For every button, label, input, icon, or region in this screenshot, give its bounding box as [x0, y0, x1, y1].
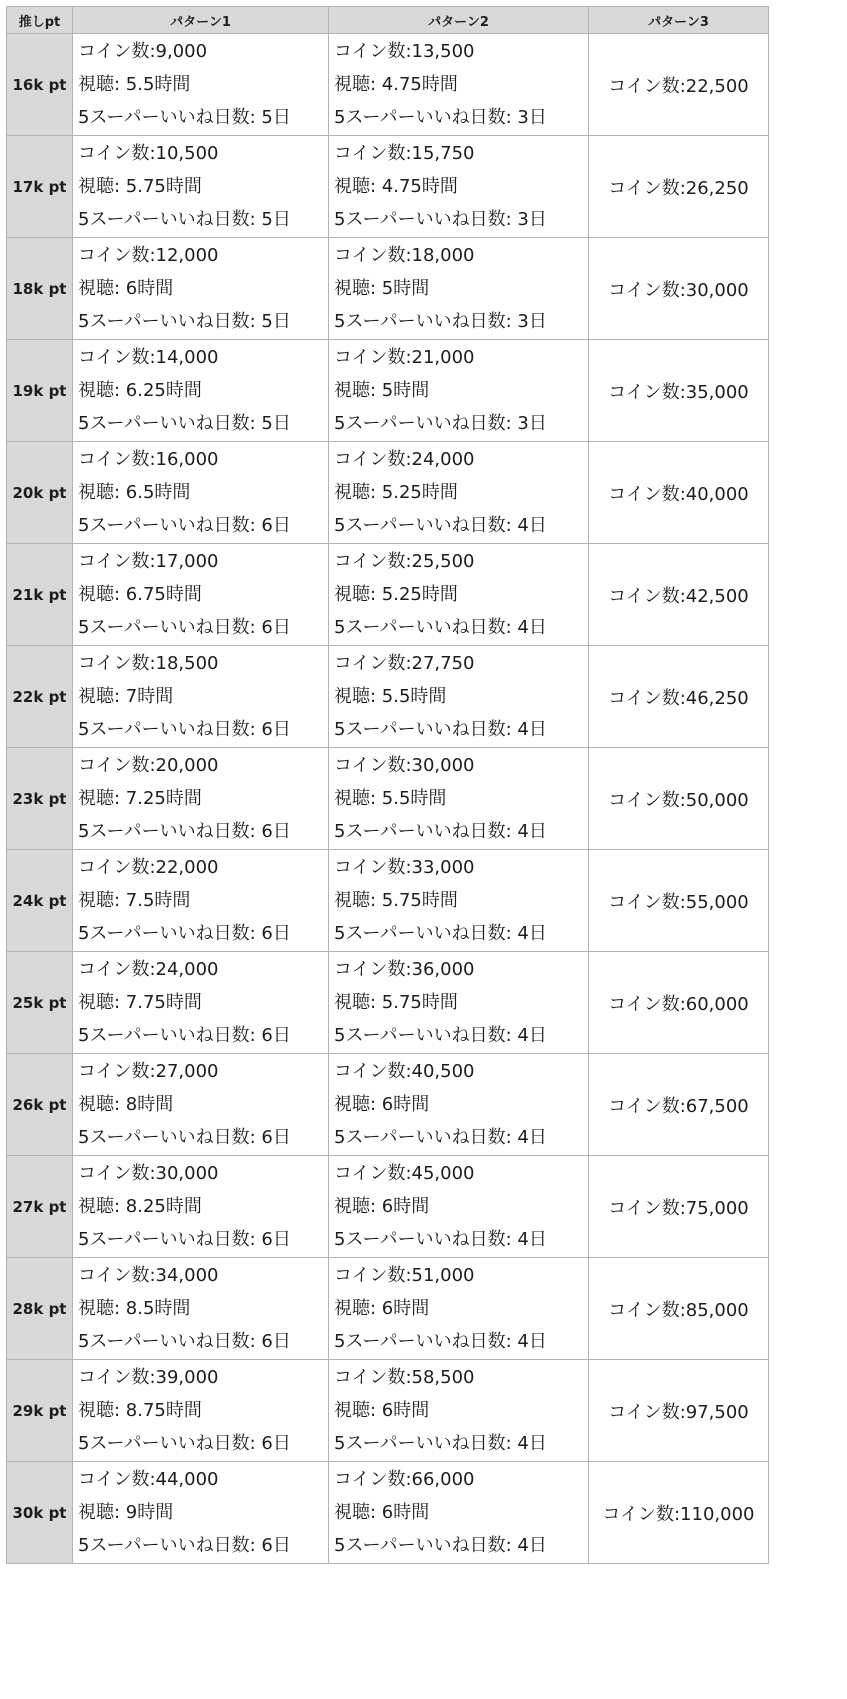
oshi-pt-cell: 30k pt [7, 1462, 73, 1564]
pattern-2-cell [329, 1258, 589, 1360]
super-like-days-text: 5スーパーいいね日数: 6日 [78, 515, 291, 536]
super-like-days-text: 5スーパーいいね日数: 5日 [78, 413, 291, 434]
pattern-3-cell: コイン数:35,000 [589, 340, 769, 442]
coin-count-text: コイン数:16,000 [78, 449, 219, 470]
table-row [7, 850, 769, 952]
pattern-1-cell [73, 34, 329, 136]
viewing-time-text: 視聴: 7.25時間 [78, 788, 202, 809]
table-row [7, 952, 769, 1054]
viewing-time-text: 視聴: 8.75時間 [78, 1400, 202, 1421]
coin-count-text: コイン数:58,500 [334, 1367, 475, 1388]
coin-count-text: コイン数:17,000 [78, 551, 219, 572]
viewing-time-text: 視聴: 5.25時間 [334, 482, 458, 503]
coin-count-text: コイン数:34,000 [78, 1265, 219, 1286]
pattern-3-cell: コイン数:42,500 [589, 544, 769, 646]
pattern-1-cell [73, 1462, 329, 1564]
super-like-days-text: 5スーパーいいね日数: 4日 [334, 1535, 547, 1556]
pattern-3-cell: コイン数:97,500 [589, 1360, 769, 1462]
pattern-3-cell: コイン数:110,000 [589, 1462, 769, 1564]
coin-count-text: コイン数:24,000 [334, 449, 475, 470]
coin-count-text: コイン数:30,000 [334, 755, 475, 776]
viewing-time-text: 視聴: 4.75時間 [334, 74, 458, 95]
pattern-2-cell [329, 340, 589, 442]
viewing-time-text: 視聴: 5時間 [334, 380, 430, 401]
table-row [7, 748, 769, 850]
coin-count-text: コイン数:15,750 [334, 143, 475, 164]
viewing-time-text: 視聴: 6時間 [334, 1094, 430, 1115]
pattern-3-cell: コイン数:55,000 [589, 850, 769, 952]
viewing-time-text: 視聴: 5.75時間 [334, 890, 458, 911]
super-like-days-text: 5スーパーいいね日数: 6日 [78, 1229, 291, 1250]
header-pattern-2: パターン2 [329, 7, 589, 34]
super-like-days-text: 5スーパーいいね日数: 5日 [78, 107, 291, 128]
viewing-time-text: 視聴: 5.5時間 [78, 74, 191, 95]
header-oshi-pt: 推しpt [7, 7, 73, 34]
coin-count-text: コイン数:27,000 [78, 1061, 219, 1082]
super-like-days-text: 5スーパーいいね日数: 3日 [334, 107, 547, 128]
oshi-pt-cell: 20k pt [7, 442, 73, 544]
pattern-1-cell [73, 646, 329, 748]
oshi-pt-cell: 17k pt [7, 136, 73, 238]
pattern-3-cell: コイン数:50,000 [589, 748, 769, 850]
coin-count-text: コイン数:36,000 [334, 959, 475, 980]
pattern-2-cell [329, 544, 589, 646]
coin-count-text: コイン数:27,750 [334, 653, 475, 674]
coin-count-text: コイン数:12,000 [78, 245, 219, 266]
coin-count-text: コイン数:13,500 [334, 41, 475, 62]
pattern-2-cell [329, 748, 589, 850]
coin-count-text: コイン数:9,000 [78, 41, 208, 62]
pattern-2-cell [329, 850, 589, 952]
table-row [7, 1156, 769, 1258]
super-like-days-text: 5スーパーいいね日数: 3日 [334, 209, 547, 230]
pattern-1-cell [73, 238, 329, 340]
oshi-pt-cell: 27k pt [7, 1156, 73, 1258]
coin-count-text: コイン数:33,000 [334, 857, 475, 878]
super-like-days-text: 5スーパーいいね日数: 4日 [334, 1127, 547, 1148]
pattern-1-cell [73, 544, 329, 646]
super-like-days-text: 5スーパーいいね日数: 3日 [334, 413, 547, 434]
super-like-days-text: 5スーパーいいね日数: 6日 [78, 1127, 291, 1148]
oshi-pt-cell: 23k pt [7, 748, 73, 850]
oshi-pt-cell: 19k pt [7, 340, 73, 442]
coin-count-text: コイン数:22,000 [78, 857, 219, 878]
pattern-1-cell [73, 1156, 329, 1258]
table-row [7, 1054, 769, 1156]
pattern-2-cell [329, 442, 589, 544]
viewing-time-text: 視聴: 8時間 [78, 1094, 174, 1115]
coin-count-text: コイン数:25,500 [334, 551, 475, 572]
pattern-3-cell: コイン数:67,500 [589, 1054, 769, 1156]
pattern-2-cell [329, 136, 589, 238]
table-row [7, 34, 769, 136]
pattern-3-cell: コイン数:85,000 [589, 1258, 769, 1360]
viewing-time-text: 視聴: 4.75時間 [334, 176, 458, 197]
pattern-1-cell [73, 850, 329, 952]
table-row [7, 1258, 769, 1360]
viewing-time-text: 視聴: 5.75時間 [334, 992, 458, 1013]
viewing-time-text: 視聴: 8.5時間 [78, 1298, 191, 1319]
pattern-1-cell [73, 1258, 329, 1360]
viewing-time-text: 視聴: 6時間 [334, 1298, 430, 1319]
coin-count-text: コイン数:39,000 [78, 1367, 219, 1388]
super-like-days-text: 5スーパーいいね日数: 4日 [334, 1331, 547, 1352]
super-like-days-text: 5スーパーいいね日数: 4日 [334, 821, 547, 842]
pattern-2-cell [329, 1462, 589, 1564]
oshi-pt-cell: 22k pt [7, 646, 73, 748]
coin-count-text: コイン数:51,000 [334, 1265, 475, 1286]
super-like-days-text: 5スーパーいいね日数: 6日 [78, 821, 291, 842]
super-like-days-text: 5スーパーいいね日数: 6日 [78, 923, 291, 944]
coin-count-text: コイン数:20,000 [78, 755, 219, 776]
pattern-2-cell [329, 1360, 589, 1462]
super-like-days-text: 5スーパーいいね日数: 5日 [78, 209, 291, 230]
super-like-days-text: 5スーパーいいね日数: 5日 [78, 311, 291, 332]
pattern-2-cell [329, 1054, 589, 1156]
table-row [7, 646, 769, 748]
viewing-time-text: 視聴: 5.75時間 [78, 176, 202, 197]
pattern-3-cell: コイン数:60,000 [589, 952, 769, 1054]
table-row [7, 1462, 769, 1564]
super-like-days-text: 5スーパーいいね日数: 6日 [78, 1331, 291, 1352]
super-like-days-text: 5スーパーいいね日数: 4日 [334, 1025, 547, 1046]
super-like-days-text: 5スーパーいいね日数: 4日 [334, 515, 547, 536]
super-like-days-text: 5スーパーいいね日数: 4日 [334, 719, 547, 740]
coin-count-text: コイン数:18,000 [334, 245, 475, 266]
viewing-time-text: 視聴: 5時間 [334, 278, 430, 299]
pattern-1-cell [73, 1054, 329, 1156]
viewing-time-text: 視聴: 6時間 [334, 1502, 430, 1523]
coin-count-text: コイン数:14,000 [78, 347, 219, 368]
coin-count-text: コイン数:18,500 [78, 653, 219, 674]
coin-count-text: コイン数:24,000 [78, 959, 219, 980]
table-row [7, 136, 769, 238]
viewing-time-text: 視聴: 5.5時間 [334, 686, 447, 707]
coin-count-text: コイン数:10,500 [78, 143, 219, 164]
oshi-pt-cell: 16k pt [7, 34, 73, 136]
coin-count-text: コイン数:30,000 [78, 1163, 219, 1184]
coin-count-text: コイン数:45,000 [334, 1163, 475, 1184]
header-pattern-1: パターン1 [73, 7, 329, 34]
pattern-3-cell: コイン数:22,500 [589, 34, 769, 136]
header-row [7, 7, 769, 34]
oshi-pt-cell: 28k pt [7, 1258, 73, 1360]
pattern-3-cell: コイン数:46,250 [589, 646, 769, 748]
coin-count-text: コイン数:40,500 [334, 1061, 475, 1082]
super-like-days-text: 5スーパーいいね日数: 4日 [334, 1433, 547, 1454]
oshi-pt-cell: 24k pt [7, 850, 73, 952]
viewing-time-text: 視聴: 5.25時間 [334, 584, 458, 605]
coin-count-text: コイン数:21,000 [334, 347, 475, 368]
pattern-1-cell [73, 1360, 329, 1462]
super-like-days-text: 5スーパーいいね日数: 6日 [78, 1025, 291, 1046]
table-row [7, 340, 769, 442]
header-pattern-3: パターン3 [589, 7, 769, 34]
table-row [7, 238, 769, 340]
super-like-days-text: 5スーパーいいね日数: 6日 [78, 719, 291, 740]
pattern-3-cell: コイン数:75,000 [589, 1156, 769, 1258]
pattern-2-cell [329, 34, 589, 136]
viewing-time-text: 視聴: 6時間 [334, 1400, 430, 1421]
pattern-3-cell: コイン数:26,250 [589, 136, 769, 238]
table-row [7, 1360, 769, 1462]
table-row [7, 544, 769, 646]
table-row [7, 442, 769, 544]
viewing-time-text: 視聴: 6.75時間 [78, 584, 202, 605]
viewing-time-text: 視聴: 8.25時間 [78, 1196, 202, 1217]
super-like-days-text: 5スーパーいいね日数: 6日 [78, 1535, 291, 1556]
coin-count-text: コイン数:66,000 [334, 1469, 475, 1490]
viewing-time-text: 視聴: 5.5時間 [334, 788, 447, 809]
super-like-days-text: 5スーパーいいね日数: 4日 [334, 617, 547, 638]
pattern-table [6, 6, 769, 1564]
super-like-days-text: 5スーパーいいね日数: 3日 [334, 311, 547, 332]
pattern-1-cell [73, 340, 329, 442]
pattern-2-cell [329, 646, 589, 748]
pattern-2-cell [329, 952, 589, 1054]
oshi-pt-cell: 21k pt [7, 544, 73, 646]
pattern-1-cell [73, 748, 329, 850]
oshi-pt-cell: 18k pt [7, 238, 73, 340]
super-like-days-text: 5スーパーいいね日数: 4日 [334, 1229, 547, 1250]
super-like-days-text: 5スーパーいいね日数: 4日 [334, 923, 547, 944]
pattern-3-cell: コイン数:40,000 [589, 442, 769, 544]
viewing-time-text: 視聴: 9時間 [78, 1502, 174, 1523]
coin-count-text: コイン数:44,000 [78, 1469, 219, 1490]
oshi-pt-cell: 29k pt [7, 1360, 73, 1462]
viewing-time-text: 視聴: 7時間 [78, 686, 174, 707]
viewing-time-text: 視聴: 6.5時間 [78, 482, 191, 503]
oshi-pt-cell: 25k pt [7, 952, 73, 1054]
viewing-time-text: 視聴: 6時間 [78, 278, 174, 299]
super-like-days-text: 5スーパーいいね日数: 6日 [78, 1433, 291, 1454]
pattern-3-cell: コイン数:30,000 [589, 238, 769, 340]
viewing-time-text: 視聴: 6.25時間 [78, 380, 202, 401]
super-like-days-text: 5スーパーいいね日数: 6日 [78, 617, 291, 638]
oshi-pt-cell: 26k pt [7, 1054, 73, 1156]
viewing-time-text: 視聴: 6時間 [334, 1196, 430, 1217]
pattern-1-cell [73, 952, 329, 1054]
viewing-time-text: 視聴: 7.75時間 [78, 992, 202, 1013]
pattern-1-cell [73, 442, 329, 544]
viewing-time-text: 視聴: 7.5時間 [78, 890, 191, 911]
pattern-1-cell [73, 136, 329, 238]
pattern-2-cell [329, 238, 589, 340]
pattern-2-cell [329, 1156, 589, 1258]
